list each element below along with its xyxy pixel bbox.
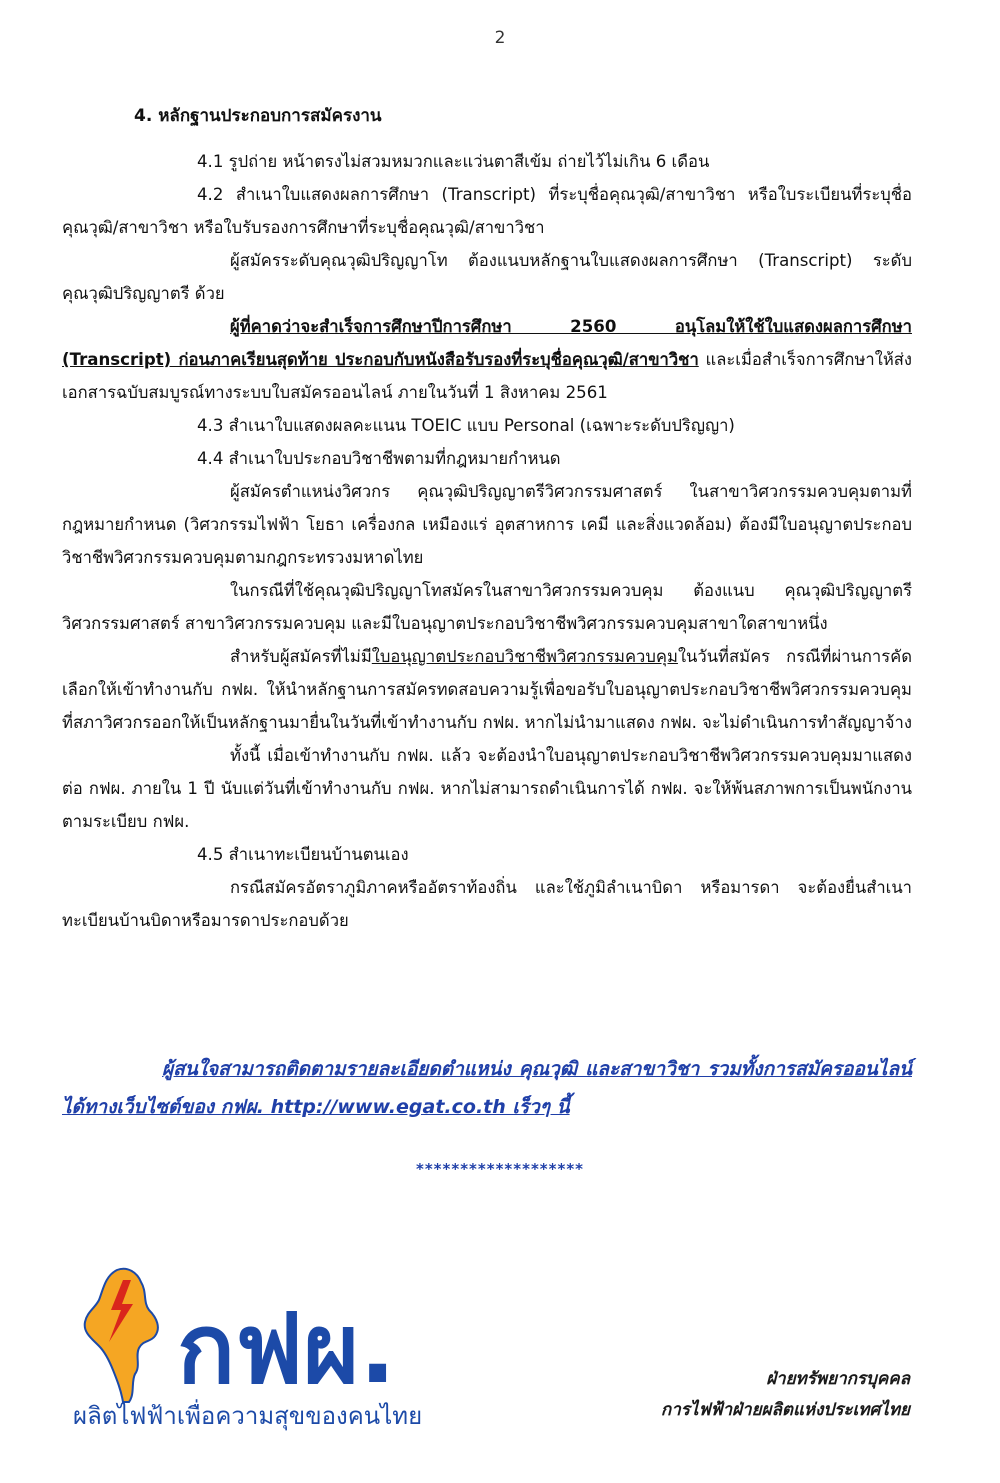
item-4-4-no-license-note — [62, 640, 912, 739]
no-license-text-a: สำหรับผู้สมัครที่ไม่มี — [230, 647, 372, 666]
item-4-2: 4.2 สำเนาใบแสดงผลการศึกษา (Transcript) ที่ระบุชื่อคุณวุฒิ/สาขาวิชา หรือใบระเบียนที่ระบุชื่อคุณวุฒิ/สาขาวิชา หรือใบรับรองการศึกษาที่ระบุชื่อคุณวุฒิ/สาขาวิชา — [62, 185, 912, 237]
no-license-text-b: ในวันที่สมัคร กรณีที่ผ่านการคัดเลือกให้เข้าทำงานกับ กฟผ. ให้นำหลักฐานการสมัครทดสอบความรู้เพื่อขอรับใบอนุญาตประกอบวิชาชีพวิศวกรรมควบคุมที่สภาวิศวกรออกให้เป็นหลักฐานมายื่นในวันที่เข้าทำงานกับ กฟผ. หากไม่นำมาแสดง กฟผ. จะไม่ดำเนินการทำสัญญาจ้าง — [62, 647, 912, 732]
egat-logo — [65, 1262, 445, 1437]
item-4-3: 4.3 สำเนาใบแสดงผลคะแนน TOEIC แบบ Personal (เฉพาะระดับปริญญา) — [197, 416, 735, 435]
item-4-1: 4.1 รูปถ่าย หน้าตรงไม่สวมหมวกและแว่นตาสีเข้ม ถ่ายไว้ไม่เกิน 6 เดือน — [197, 152, 710, 171]
document-body — [62, 100, 912, 937]
item-4-4-after-note: ทั้งนี้ เมื่อเข้าทำงานกับ กฟผ. แล้ว จะต้องนำใบอนุญาตประกอบวิชาชีพวิศวกรรมควบคุมมาแสดงต่อ กฟผ. ภายใน 1 ปี นับแต่วันที่เข้าทำงานกับ กฟผ. หากไม่สามารถดำเนินการได้ กฟผ. จะให้พ้นสภาพการเป็นพนักงานตามระเบียบ กฟผ. — [62, 746, 912, 831]
expected-graduate-rest: และเมื่อสำเร็จการศึกษาให้ส่งเอกสารฉบับสมบูรณ์ทางระบบใบสมัครออนไลน์ ภายในวันที่ 1 สิงหาคม 2561 — [62, 350, 912, 402]
footer-signature — [661, 1364, 910, 1426]
item-4-2-expected-graduate — [62, 310, 912, 409]
item-4-2-master-note: ผู้สมัครระดับคุณวุฒิปริญญาโท ต้องแนบหลักฐานใบแสดงผลการศึกษา (Transcript) ระดับคุณวุฒิปริญญาตรี ด้วย — [62, 251, 912, 303]
logo-wordmark: กฟผ. — [177, 1293, 396, 1405]
footer-organization: การไฟฟ้าฝ่ายผลิตแห่งประเทศไทย — [660, 1400, 910, 1420]
egat-logo-graphic — [65, 1262, 445, 1437]
expected-graduate-emphasis: ผู้ที่คาดว่าจะสำเร็จการศึกษาปีการศึกษา 2560 อนุโลมให้ใช้ใบแสดงผลการศึกษา (Transcript) ก่อนภาคเรียนสุดท้าย ประกอบกับหนังสือรับรองที่ระบุชื่อคุณวุฒิ/สาขาวิชา — [62, 317, 912, 369]
website-notice: ผู้สนใจสามารถติดตามรายละเอียดตำแหน่ง คุณวุฒิ และสาขาวิชา รวมทั้งการสมัครออนไลน์ได้ทางเว็บไซต์ของ กฟผ. http://www.egat.co.th เร็วๆ นี้ — [62, 1058, 912, 1118]
footer-department: ฝ่ายทรัพยากรบุคคล — [766, 1369, 910, 1389]
item-4-4: 4.4 สำเนาใบประกอบวิชาชีพตามที่กฎหมายกำหนด — [197, 449, 561, 468]
section-heading: 4. หลักฐานประกอบการสมัครงาน — [134, 106, 382, 126]
item-4-4-engineer-note: ผู้สมัครตำแหน่งวิศวกร คุณวุฒิปริญญาตรีวิศวกรรมศาสตร์ ในสาขาวิศวกรรมควบคุมตามที่กฎหมายกำหนด (วิศวกรรมไฟฟ้า โยธา เครื่องกล เหมืองแร่ อุตสาหการ เคมี และสิ่งแวดล้อม) ต้องมีใบอนุญาตประกอบวิชาชีพวิศวกรรมควบคุมตามกฎกระทรวงมหาดไทย — [62, 482, 912, 567]
item-4-5: 4.5 สำเนาทะเบียนบ้านตนเอง — [197, 845, 409, 864]
no-license-underlined: ใบอนุญาตประกอบวิชาชีพวิศวกรรมควบคุม — [371, 647, 678, 666]
separator: ******************* — [415, 1160, 585, 1178]
item-4-5-detail: กรณีสมัครอัตราภูมิภาคหรืออัตราท้องถิ่น และใช้ภูมิลำเนาบิดา หรือมารดา จะต้องยื่นสำเนาทะเบียนบ้านบิดาหรือมารดาประกอบด้วย — [62, 878, 912, 930]
page-number: 2 — [494, 28, 506, 48]
item-4-4-master-note: ในกรณีที่ใช้คุณวุฒิปริญญาโทสมัครในสาขาวิศวกรรมควบคุม ต้องแนบ คุณวุฒิปริญญาตรีวิศวกรรมศาสตร์ สาขาวิศวกรรมควบคุม และมีใบอนุญาตประกอบวิชาชีพวิศวกรรมควบคุมสาขาใดสาขาหนึ่ง — [62, 581, 912, 633]
logo-slogan: ผลิตไฟฟ้าเพื่อความสุขของคนไทย — [73, 1402, 423, 1430]
